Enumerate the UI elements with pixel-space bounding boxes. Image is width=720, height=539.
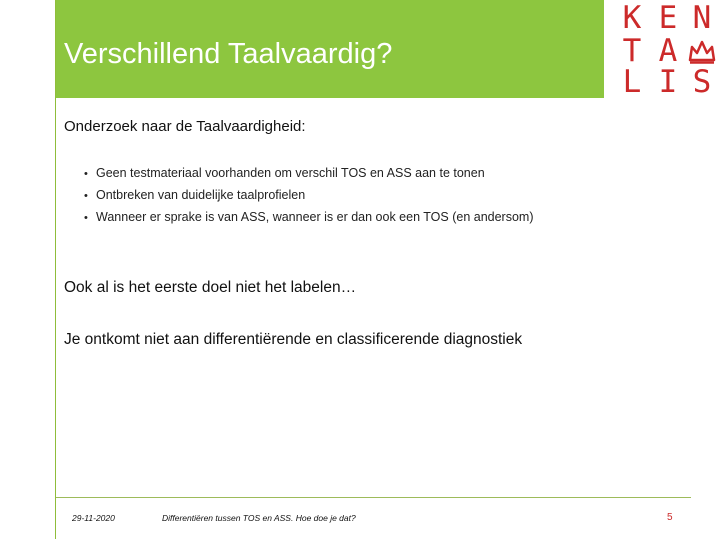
statement-labeling: Ook al is het eerste doel niet het labelen… [64,279,357,296]
logo-letter-n: N [692,0,712,36]
bullet-item [84,163,534,185]
footer-date: 29-11-2020 [72,513,115,523]
bullet-item [84,207,534,229]
logo-letter-t: T [622,33,642,69]
bullet-list [84,163,534,229]
slide-title: Verschillend Taalvaardig? [64,38,393,70]
logo-letter-k: K [622,0,642,36]
bullet-marker: • [84,190,88,202]
bullet-marker: • [84,212,88,224]
bullet-item [84,185,534,207]
logo-letter-e: E [658,0,678,36]
footer-divider [56,497,691,498]
bullet-text: Ontbreken van duidelijke taalprofielen [96,188,306,202]
slide-subtitle: Onderzoek naar de Taalvaardigheid: [64,118,306,135]
bullet-text: Wanneer er sprake is van ASS, wanneer is er dan ook een TOS (en andersom) [96,210,534,224]
bullet-marker: • [84,168,88,180]
statement-diagnostics: Je ontkomt niet aan differentiërende en classificerende diagnostiek [64,331,523,348]
kentalis-logo [613,0,720,98]
logo-letter-l: L [622,64,642,100]
bullet-text: Geen testmateriaal voorhanden om verschil TOS en ASS aan te tonen [96,166,485,180]
header-band [56,0,604,98]
logo-letter-i: I [658,64,678,100]
logo-letter-a: A [658,33,678,69]
logo-letter-s: S [692,64,712,100]
crown-icon [687,38,717,64]
page-number: 5 [667,512,673,523]
footer-title: Differentiëren tussen TOS en ASS. Hoe doe je dat? [162,513,356,523]
